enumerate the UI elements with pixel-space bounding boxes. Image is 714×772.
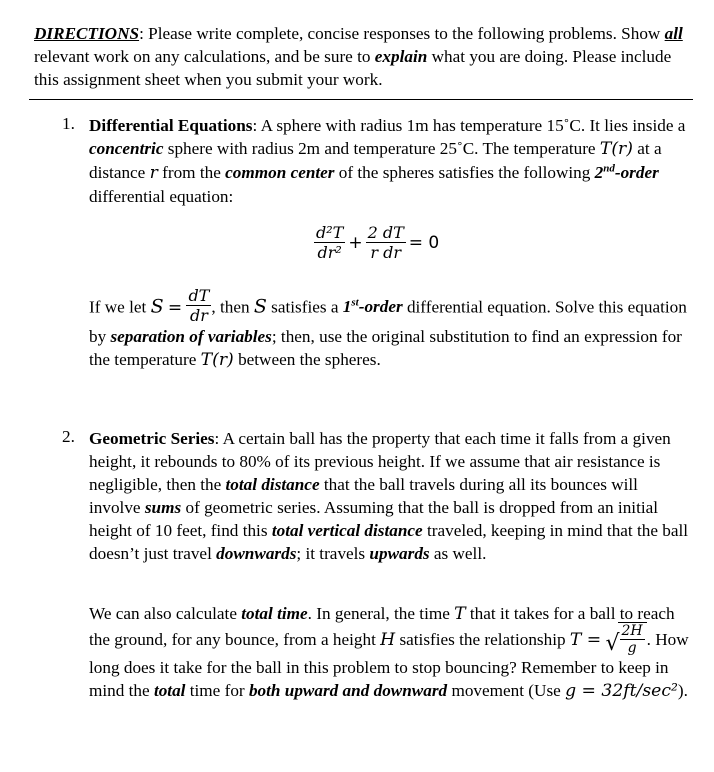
p1-text-3: at a distance [89,139,662,182]
p1-text-5: of the spheres satisfies the following [334,163,595,182]
math-g-equals: g = 32ft/sec² [565,681,678,701]
math-T-of-r: T(r) [599,139,633,159]
s-text-5: ; then, use the original substitution to find an expression for the temperature [89,327,682,369]
emphasis-both: both [248,681,281,700]
u-text-2: . In general, the time [307,604,455,623]
frac2-numerator: 2 dT [367,223,404,242]
emphasis-second-order [595,163,659,182]
p2-text-2: that the ball travels during all its bounces will involve [89,475,638,517]
directions-text-2: relevant work on any calculations, and be sure to [34,47,375,66]
math-T-equals: T = [569,629,602,650]
p1-text-6: differential equation: [89,187,234,206]
problem-2-statement [89,427,689,565]
p1-text-2: sphere with radius 2m and temperature 25˚C. The temperature [163,139,600,158]
emphasis-all: all [664,24,683,43]
math-r: r [149,163,158,183]
s-text-2: , then [211,297,254,317]
emphasis-total-distance: total distance [225,475,320,494]
s-equals: = [167,298,183,318]
emphasis-downwards: downwards [216,544,297,563]
equals-zero: = 0 [408,232,440,253]
s-text-3: satisfies a [266,297,343,317]
math-T-of-r-2: T(r) [200,350,234,370]
fraction-dT-dr [186,286,211,325]
problem-2-title: Geometric Series [89,429,215,448]
emphasis-sums: sums [144,498,182,517]
emphasis-total-vertical: total vertical distance [271,521,423,540]
s-text-4: differential equation. Solve this equation by [89,297,687,346]
u-text-9: ). [677,681,688,700]
order2-sup: nd [603,162,615,175]
p2-text-6: as well. [429,544,487,563]
p2-text-3: of geometric series. Assuming that the ball is dropped from an initial height of 10 feet, find this [89,498,659,540]
math-S: S [150,295,164,318]
order2-number: 2 [594,163,604,182]
directions-label: DIRECTIONS [34,24,140,43]
p1-text-1: : A sphere with radius 1m has temperature 15˚C. It lies inside a [252,116,686,135]
u-text-6: time for [185,681,249,700]
emphasis-common-center: common center [225,163,335,182]
emphasis-concentric: concentric [89,139,164,158]
sub-numerator: dT [188,286,210,305]
p2-text-5: ; it travels [296,544,370,563]
fraction-2H-g [620,623,645,656]
order1-sup: st [351,296,359,309]
math-S-2: S [253,295,267,318]
problem-1-number: 1. [62,114,75,133]
u-text-3: that it takes for a ball to reach the ground, for any bounce, from a height [89,604,675,649]
math-H: H [380,629,396,650]
problem-1-statement [89,114,689,208]
problem-2-time-paragraph [89,602,689,703]
problem-1-substitution [89,286,689,372]
emphasis-separation: separation of variables [110,327,272,346]
frac2-denominator: r dr [370,243,401,262]
fraction-2dT-rdr [366,223,406,262]
frac1-denominator: dr² [317,243,342,262]
math-T: T [454,604,466,624]
plus-operator: + [348,232,363,253]
emphasis-explain: explain [374,47,428,66]
u-text-8: movement (Use [447,681,566,700]
problem-1-title: Differential Equations [89,116,253,135]
s-text-6: between the spheres. [233,350,381,369]
directions-paragraph [34,22,694,91]
sqrt-2H-over-g [606,622,647,656]
differential-equation [314,223,442,262]
radicand-numerator: √ 2H [621,623,643,639]
p2-text-4: traveled, keeping in mind that the ball doesn’t just travel [89,521,689,563]
p1-text-4: from the [157,163,226,182]
order1-rest: -order [358,297,403,317]
p2-text-1: : A certain ball has the property that each time it falls from a given height, it rebounds to 80% of its previous height. If we assume that air resistance is negligible, then the [89,429,671,494]
s-text-1: If we let [89,297,151,317]
problem-2-number: 2. [62,427,75,446]
order1-number: 1 [342,297,352,317]
emphasis-upwards: upwards [369,544,430,563]
emphasis-upward-downward: upward and downward [284,681,448,700]
u-text-4: satisfies the relationship [395,629,570,649]
emphasis-total-time: total time [241,604,308,623]
sub-denominator: dr [189,306,208,325]
u-text-1: We can also calculate [89,604,242,623]
directions-text-1: : Please write complete, concise responses to the following problems. Show [139,24,665,43]
directions-text-3: what you are doing. Please include this assignment sheet when you submit your work. [34,47,672,89]
fraction-d2T-dr2 [314,223,345,262]
divider-line [29,99,693,100]
frac1-numerator: d²T [316,223,344,242]
order2-rest: -order [614,163,659,182]
emphasis-total: total [153,681,186,700]
u-text-5: . How long does it take for the ball in this problem to stop bouncing? Remember to keep in mind the [89,629,689,700]
radicand-denominator: g [627,640,637,656]
emphasis-first-order [343,297,403,316]
